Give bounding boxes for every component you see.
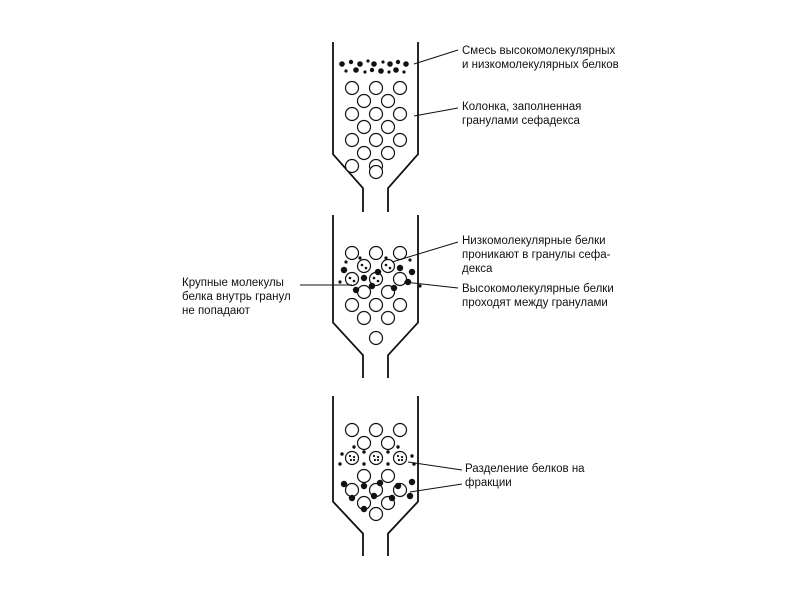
panel1-protein-molecule [396, 60, 400, 64]
panel2-inner-molecule [361, 264, 364, 267]
panel2-bead [346, 247, 359, 260]
panel2-small-molecule [358, 256, 361, 259]
panel3-small-molecule [386, 450, 389, 453]
panel1-protein-molecule [403, 61, 409, 67]
panel1-protein-molecule [344, 69, 347, 72]
panel2-inner-molecule [373, 277, 376, 280]
panel2-inner-molecule [349, 277, 352, 280]
panel1-protein-molecule [381, 60, 384, 63]
panel1-bead [382, 121, 395, 134]
panel3-large-molecule [409, 479, 415, 485]
panel3-large-molecule [341, 481, 347, 487]
panel2-bead [358, 312, 371, 325]
leader-line [404, 282, 458, 288]
panel3-bead [346, 484, 359, 497]
panel3-bead [382, 437, 395, 450]
panel3-inner-molecule [401, 456, 403, 458]
panel3-inner-molecule [377, 459, 379, 461]
panel3-large-molecule [377, 480, 383, 486]
label-high-line-1: Высокомолекулярные белки [462, 283, 614, 295]
panel1-protein-molecule [353, 67, 359, 73]
panel1-protein-molecule [402, 70, 405, 73]
column-3-outline [333, 396, 418, 556]
panel1-bead [394, 82, 407, 95]
panel1-protein-molecule [370, 68, 374, 72]
panel2-bead [370, 332, 383, 345]
panel3-inner-molecule [398, 459, 400, 461]
label-separation-line-2: фракции [465, 477, 512, 489]
panel1-protein-molecule [378, 68, 384, 74]
panel1-bead [358, 121, 371, 134]
panel3-bead [358, 470, 371, 483]
panel3-bead [358, 437, 371, 450]
panel3-small-molecule [338, 462, 341, 465]
label-low-molecular [462, 235, 614, 275]
label-column-line-1: Колонка, заполненная [462, 101, 582, 113]
panel1-protein-molecule [393, 67, 399, 73]
label-high-molecular [462, 283, 617, 309]
label-mixture-line-1: Смесь высокомолекулярных [462, 45, 616, 57]
panel3-inner-molecule [353, 459, 355, 461]
panel3-labels [465, 463, 588, 489]
panel2-small-molecule [418, 284, 421, 287]
panel2-bead [394, 299, 407, 312]
panel3-bead [346, 452, 359, 465]
panel1-bead [346, 82, 359, 95]
column-2-outline [333, 215, 418, 378]
label-low-line-3: декса [462, 263, 493, 275]
panel2-small-molecule [384, 256, 387, 259]
panel3-inner-molecule [350, 459, 352, 461]
label-separation [465, 463, 588, 489]
panel1-bead [346, 160, 359, 173]
panel2-large-molecule [361, 275, 367, 281]
panel1-bead [394, 134, 407, 147]
panel3-bead [382, 470, 395, 483]
panel1-labels [462, 45, 619, 127]
panel2-large-molecule [397, 265, 403, 271]
panel2-large-molecule [375, 269, 381, 275]
panel3-large-molecule [349, 495, 355, 501]
label-column-line-2: гранулами сефадекса [462, 115, 580, 127]
panel3-inner-molecule [349, 455, 351, 457]
leader-line [414, 108, 458, 116]
panel3-inner-molecule [377, 456, 379, 458]
panel2-large-molecule [369, 283, 375, 289]
beads-layer [346, 82, 407, 521]
panel3-large-molecule [371, 493, 377, 499]
panel3-large-molecule [361, 506, 367, 512]
panel3-inner-molecule [373, 455, 375, 457]
label-large-line-3: не попадают [182, 305, 250, 317]
panel3-inner-molecule [401, 459, 403, 461]
panel2-bead [370, 247, 383, 260]
panel3-inner-molecule [374, 459, 376, 461]
panel3-large-molecule [389, 495, 395, 501]
panel1-protein-molecule [371, 61, 377, 67]
panel2-inner-molecule [389, 267, 392, 270]
panel3-bead [394, 452, 407, 465]
panel3-small-molecule [396, 445, 399, 448]
panel3-large-molecule [407, 493, 413, 499]
panel1-bead [346, 108, 359, 121]
panel2-bead [346, 273, 359, 286]
panel3-bead [370, 508, 383, 521]
panel1-bead [382, 147, 395, 160]
panel2-bead [346, 299, 359, 312]
label-mixture-line-2: и низкомолекулярных белков [462, 59, 619, 71]
panel2-large-molecule [409, 269, 415, 275]
panel2-small-molecule [344, 260, 347, 263]
panel1-bead [382, 95, 395, 108]
panel3-large-molecule [395, 483, 401, 489]
panel1-bead [370, 82, 383, 95]
label-mixture [462, 45, 619, 71]
label-low-line-2: проникают в гранулы сефа- [462, 249, 611, 261]
panel2-small-molecule [338, 280, 341, 283]
panel2-inner-molecule [365, 267, 368, 270]
panel1-bead [370, 108, 383, 121]
panel1-protein-molecule [387, 70, 390, 73]
panel2-large-molecule [391, 285, 397, 291]
panel1-protein-molecule [363, 70, 366, 73]
panel2-bead [370, 299, 383, 312]
panel3-small-molecule [386, 462, 389, 465]
panel1-bead [370, 166, 383, 179]
panel1-bead [370, 134, 383, 147]
panel2-large-molecule [341, 267, 347, 273]
label-large-molecules [182, 277, 294, 317]
panel1-protein-molecule [357, 61, 363, 67]
panel3-large-molecule [361, 483, 367, 489]
panel3-small-molecule [410, 454, 413, 457]
panel2-large-molecule [353, 287, 359, 293]
panel2-inner-molecule [377, 280, 380, 283]
panel2-inner-molecule [353, 280, 356, 283]
panel3-small-molecule [362, 462, 365, 465]
panel1-bead [394, 108, 407, 121]
panel1-protein-molecule [366, 59, 369, 62]
panel2-bead [394, 273, 407, 286]
panel3-small-molecule [362, 450, 365, 453]
panel3-inner-molecule [353, 456, 355, 458]
column-1-outline [333, 42, 418, 212]
label-column [462, 101, 585, 127]
panel3-inner-molecule [397, 455, 399, 457]
panel2-bead [394, 247, 407, 260]
panel1-bead [358, 95, 371, 108]
label-high-line-2: проходят между гранулами [462, 297, 608, 309]
panel2-bead [358, 260, 371, 273]
leader-line [408, 462, 462, 470]
panel1-bead [358, 147, 371, 160]
panel2-bead [382, 312, 395, 325]
panel2-bead [358, 286, 371, 299]
panel3-small-molecule [340, 452, 343, 455]
panel1-protein-molecule [339, 61, 345, 67]
panel1-protein-molecule [349, 60, 353, 64]
panel2-inner-molecule [385, 264, 388, 267]
label-large-line-1: Крупные молекулы [182, 277, 284, 289]
label-low-line-1: Низкомолекулярные белки [462, 235, 606, 247]
label-large-line-2: белка внутрь гранул [182, 291, 291, 303]
panel3-bead [346, 424, 359, 437]
panel1-protein-molecule [387, 61, 393, 67]
panel3-bead [370, 452, 383, 465]
label-separation-line-1: Разделение белков на [465, 463, 585, 475]
leader-line [414, 50, 458, 64]
panel3-small-molecule [352, 445, 355, 448]
panel3-bead [370, 424, 383, 437]
panel2-small-molecule [408, 258, 411, 261]
panel1-bead [346, 134, 359, 147]
panel3-bead [394, 424, 407, 437]
